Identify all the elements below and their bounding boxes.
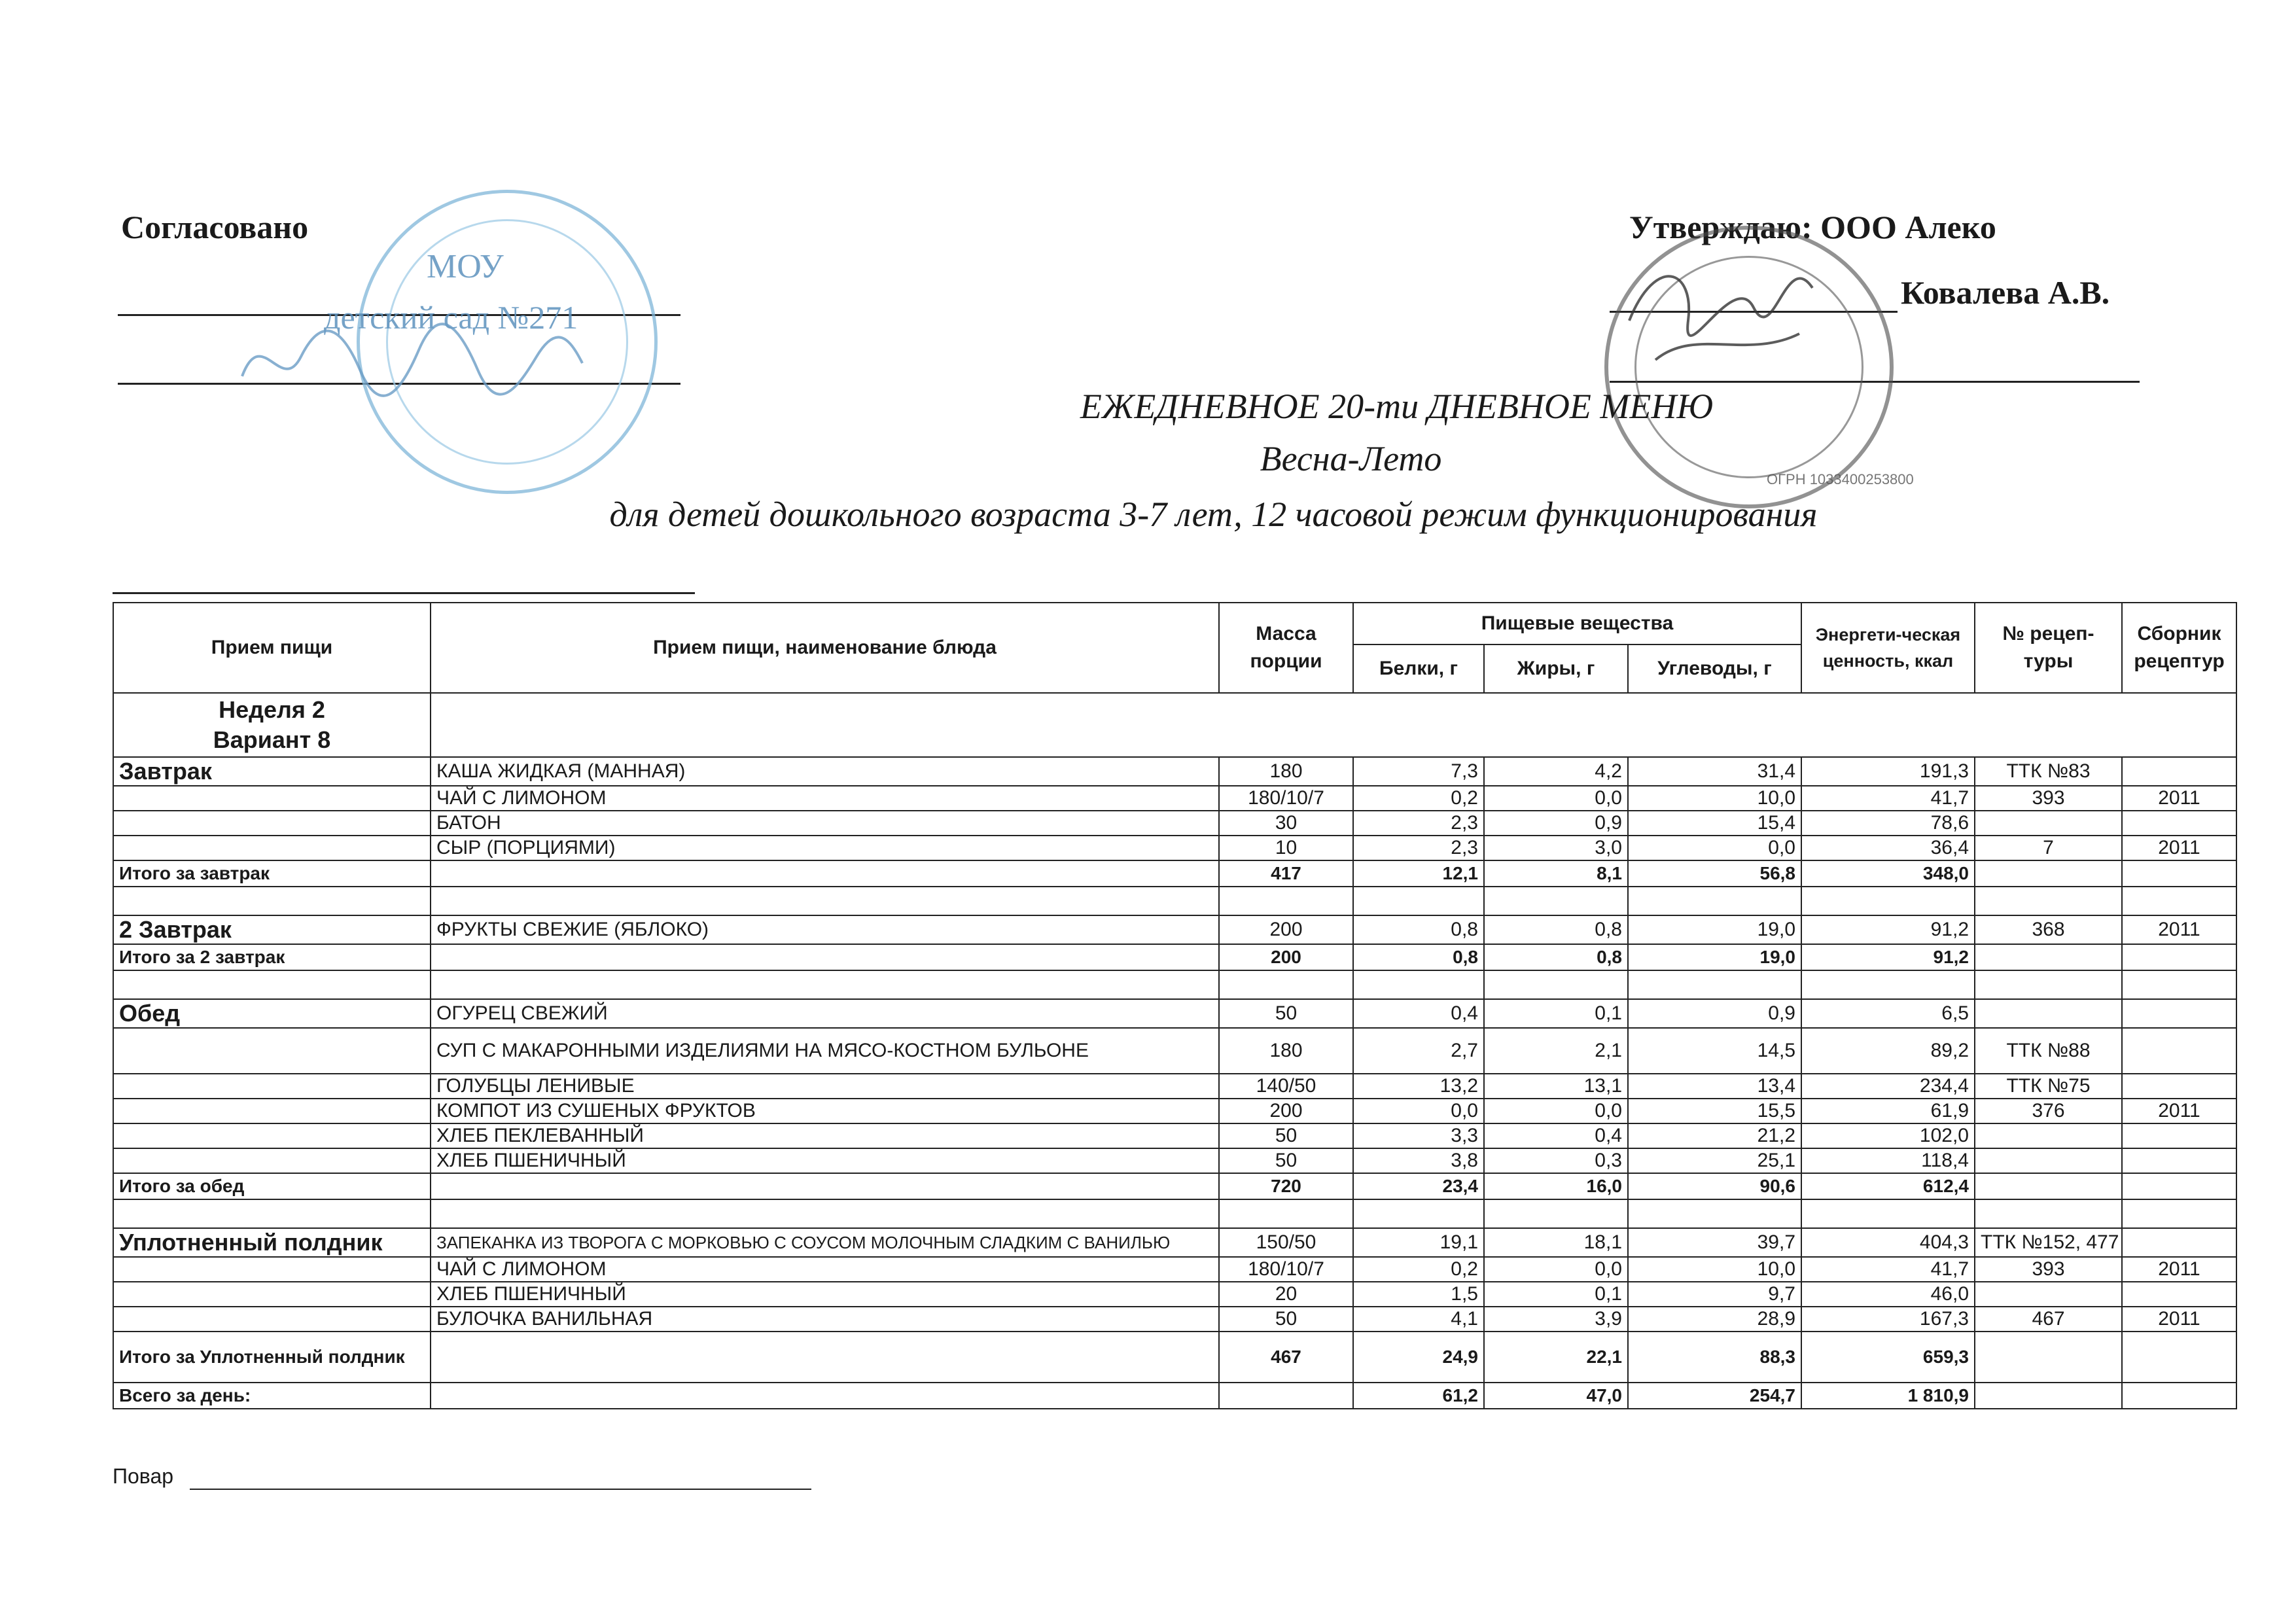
- cell-energy: 167,3: [1801, 1307, 1975, 1332]
- agreed-label: Согласовано: [121, 209, 309, 245]
- cell-collection: 2011: [2122, 1099, 2236, 1123]
- subtotal-empty: [2122, 1173, 2236, 1199]
- cell-collection: [2122, 1228, 2236, 1257]
- cell-protein: 0,4: [1353, 999, 1484, 1028]
- cell-carbs: 0,9: [1628, 999, 1801, 1028]
- week-row: [113, 693, 2236, 757]
- dish-name: КОМПОТ ИЗ СУШЕНЫХ ФРУКТОВ: [431, 1099, 1219, 1123]
- cell-fat: 3,9: [1484, 1307, 1628, 1332]
- cell-energy: 6,5: [1801, 999, 1975, 1028]
- subtotal-empty: [431, 860, 1219, 887]
- subtotal-energy: 659,3: [1801, 1332, 1975, 1383]
- cell-collection: [2122, 811, 2236, 836]
- header-collection: Сборник рецептур: [2122, 603, 2236, 693]
- day-total-empty: [431, 1383, 1219, 1409]
- subtotal-row: [113, 1173, 2236, 1199]
- spacer-cell: [2122, 887, 2236, 915]
- table-row: [113, 1228, 2236, 1257]
- table-row: [113, 1307, 2236, 1332]
- cell-protein: 0,0: [1353, 1099, 1484, 1123]
- cell-mass: 180: [1219, 1028, 1353, 1074]
- subtotal-carbs: 19,0: [1628, 944, 1801, 970]
- subtotal-carbs: 88,3: [1628, 1332, 1801, 1383]
- subtotal-mass: 467: [1219, 1332, 1353, 1383]
- subtotal-mass: 720: [1219, 1173, 1353, 1199]
- company-stamp-text: ОГРН 1033400253800: [1767, 471, 1914, 487]
- subtotal-fat: 16,0: [1484, 1173, 1628, 1199]
- meal-cell: [113, 1257, 431, 1282]
- spacer-cell: [1975, 970, 2122, 999]
- cell-energy: 61,9: [1801, 1099, 1975, 1123]
- cook-label: Повар: [113, 1464, 174, 1488]
- meal-cell: [113, 1028, 431, 1074]
- cell-protein: 3,3: [1353, 1123, 1484, 1148]
- table-row: [113, 1099, 2236, 1123]
- cell-fat: 0,8: [1484, 915, 1628, 944]
- spacer-cell: [1219, 970, 1353, 999]
- spacer-cell: [2122, 970, 2236, 999]
- stamp-text-org: МОУ: [427, 248, 504, 285]
- table-row: [113, 1028, 2236, 1074]
- cell-collection: [2122, 757, 2236, 786]
- spacer-cell: [1628, 970, 1801, 999]
- table-row: [113, 999, 2236, 1028]
- cell-energy: 89,2: [1801, 1028, 1975, 1074]
- spacer-cell: [431, 970, 1219, 999]
- day-total-label: Всего за день:: [113, 1383, 431, 1409]
- cell-fat: 0,0: [1484, 1257, 1628, 1282]
- subtotal-protein: 23,4: [1353, 1173, 1484, 1199]
- spacer-cell: [113, 1199, 431, 1228]
- subtotal-protein: 12,1: [1353, 860, 1484, 887]
- spacer-cell: [431, 1199, 1219, 1228]
- meal-cell: [113, 1074, 431, 1099]
- cell-carbs: 10,0: [1628, 1257, 1801, 1282]
- subtotal-row: [113, 944, 2236, 970]
- subtotal-row: [113, 1332, 2236, 1383]
- header-nutrients: Пищевые вещества: [1353, 603, 1801, 644]
- cell-carbs: 0,0: [1628, 836, 1801, 860]
- cell-collection: 2011: [2122, 915, 2236, 944]
- cell-collection: [2122, 1282, 2236, 1307]
- menu-table: [113, 602, 2237, 1409]
- cell-collection: [2122, 1028, 2236, 1074]
- dish-name: ОГУРЕЦ СВЕЖИЙ: [431, 999, 1219, 1028]
- spacer-cell: [1628, 887, 1801, 915]
- dish-name: БАТОН: [431, 811, 1219, 836]
- subtotal-empty: [1975, 1173, 2122, 1199]
- cell-recipe: 467: [1975, 1307, 2122, 1332]
- subtotal-empty: [1975, 1332, 2122, 1383]
- subtotal-energy: 612,4: [1801, 1173, 1975, 1199]
- spacer-cell: [1219, 1199, 1353, 1228]
- subtotal-protein: 0,8: [1353, 944, 1484, 970]
- dish-name: СУП С МАКАРОННЫМИ ИЗДЕЛИЯМИ НА МЯСО-КОСТНОМ БУЛЬОНЕ: [431, 1028, 1219, 1074]
- cell-carbs: 31,4: [1628, 757, 1801, 786]
- meal-cell: [113, 1282, 431, 1307]
- subtotal-energy: 348,0: [1801, 860, 1975, 887]
- season-title: Весна-Лето: [1260, 439, 1442, 478]
- cell-energy: 234,4: [1801, 1074, 1975, 1099]
- approver-name: Ковалева А.В.: [1901, 274, 2110, 311]
- cell-recipe: [1975, 1282, 2122, 1307]
- table-row: [113, 1074, 2236, 1099]
- spacer-cell: [1975, 1199, 2122, 1228]
- cell-fat: 0,9: [1484, 811, 1628, 836]
- cell-collection: [2122, 999, 2236, 1028]
- cell-fat: 0,0: [1484, 1099, 1628, 1123]
- cell-recipe: 368: [1975, 915, 2122, 944]
- meal-cell: [113, 786, 431, 811]
- cell-mass: 50: [1219, 999, 1353, 1028]
- spacer-cell: [1975, 887, 2122, 915]
- subtotal-mass: 417: [1219, 860, 1353, 887]
- meal-cell: Обед: [113, 999, 431, 1028]
- stamp-text-name: детский сад №271: [324, 299, 578, 336]
- cell-protein: 0,8: [1353, 915, 1484, 944]
- spacer-cell: [1219, 887, 1353, 915]
- cell-mass: 20: [1219, 1282, 1353, 1307]
- subtotal-protein: 24,9: [1353, 1332, 1484, 1383]
- dish-name: ХЛЕБ ПЕКЛЕВАННЫЙ: [431, 1123, 1219, 1148]
- subtotal-energy: 91,2: [1801, 944, 1975, 970]
- cell-carbs: 39,7: [1628, 1228, 1801, 1257]
- spacer-cell: [431, 887, 1219, 915]
- cell-fat: 2,1: [1484, 1028, 1628, 1074]
- day-total-protein: 61,2: [1353, 1383, 1484, 1409]
- spacer-cell: [113, 887, 431, 915]
- dish-name: ХЛЕБ ПШЕНИЧНЫЙ: [431, 1282, 1219, 1307]
- spacer-cell: [1801, 1199, 1975, 1228]
- cell-mass: 180/10/7: [1219, 1257, 1353, 1282]
- subtotal-empty: [2122, 860, 2236, 887]
- cell-collection: 2011: [2122, 1307, 2236, 1332]
- cell-protein: 0,2: [1353, 1257, 1484, 1282]
- cell-mass: 140/50: [1219, 1074, 1353, 1099]
- table-header: [113, 603, 2236, 693]
- table-row: [113, 1257, 2236, 1282]
- cell-fat: 0,1: [1484, 999, 1628, 1028]
- cell-fat: 13,1: [1484, 1074, 1628, 1099]
- day-total-empty: [1975, 1383, 2122, 1409]
- cell-mass: 200: [1219, 1099, 1353, 1123]
- cell-recipe: [1975, 811, 2122, 836]
- table-row: [113, 1123, 2236, 1148]
- cell-energy: 36,4: [1801, 836, 1975, 860]
- table-row: [113, 1148, 2236, 1173]
- header-recipe: № рецеп-туры: [1975, 603, 2122, 693]
- cell-recipe: ТТК №152, 477: [1975, 1228, 2122, 1257]
- table-row: [113, 786, 2236, 811]
- variant-label: Вариант 8: [213, 726, 331, 753]
- table-row: [113, 836, 2236, 860]
- subtotal-label: Итого за 2 завтрак: [113, 944, 431, 970]
- day-total-carbs: 254,7: [1628, 1383, 1801, 1409]
- cell-collection: 2011: [2122, 1257, 2236, 1282]
- cell-mass: 50: [1219, 1307, 1353, 1332]
- document-title: ЕЖЕДНЕВНОЕ 20-ти ДНЕВНОЕ МЕНЮ: [1080, 387, 1714, 426]
- week-cell: [113, 693, 431, 757]
- table-row: [113, 1282, 2236, 1307]
- subtotal-label: Итого за обед: [113, 1173, 431, 1199]
- spacer-cell: [1484, 1199, 1628, 1228]
- cell-fat: 18,1: [1484, 1228, 1628, 1257]
- header-mass: Масса порции: [1219, 603, 1353, 693]
- week-label: Неделя 2: [219, 696, 325, 723]
- day-total-empty: [2122, 1383, 2236, 1409]
- header-protein: Белки, г: [1353, 644, 1484, 693]
- subtotal-empty: [2122, 944, 2236, 970]
- subtotal-fat: 8,1: [1484, 860, 1628, 887]
- cell-carbs: 15,5: [1628, 1099, 1801, 1123]
- day-total-energy: 1 810,9: [1801, 1383, 1975, 1409]
- cell-mass: 50: [1219, 1148, 1353, 1173]
- cell-fat: 0,1: [1484, 1282, 1628, 1307]
- meal-cell: Завтрак: [113, 757, 431, 786]
- table-row: [113, 811, 2236, 836]
- subtotal-row: [113, 860, 2236, 887]
- spacer-cell: [1484, 887, 1628, 915]
- cell-carbs: 25,1: [1628, 1148, 1801, 1173]
- cell-collection: [2122, 1148, 2236, 1173]
- subtotal-label: Итого за Уплотненный полдник: [113, 1332, 431, 1383]
- meal-cell: [113, 811, 431, 836]
- subtotal-fat: 22,1: [1484, 1332, 1628, 1383]
- cell-energy: 102,0: [1801, 1123, 1975, 1148]
- cell-recipe: ТТК №75: [1975, 1074, 2122, 1099]
- cell-carbs: 10,0: [1628, 786, 1801, 811]
- spacer-cell: [1353, 970, 1484, 999]
- cook-signature-line: [190, 1489, 811, 1490]
- cell-collection: 2011: [2122, 786, 2236, 811]
- cell-recipe: ТТК №83: [1975, 757, 2122, 786]
- cell-carbs: 28,9: [1628, 1307, 1801, 1332]
- cell-mass: 180/10/7: [1219, 786, 1353, 811]
- cell-mass: 200: [1219, 915, 1353, 944]
- subtotal-empty: [2122, 1332, 2236, 1383]
- dish-name: БУЛОЧКА ВАНИЛЬНАЯ: [431, 1307, 1219, 1332]
- cell-energy: 91,2: [1801, 915, 1975, 944]
- cell-recipe: ТТК №88: [1975, 1028, 2122, 1074]
- cell-energy: 118,4: [1801, 1148, 1975, 1173]
- cell-protein: 2,7: [1353, 1028, 1484, 1074]
- cell-carbs: 19,0: [1628, 915, 1801, 944]
- cell-energy: 404,3: [1801, 1228, 1975, 1257]
- cell-energy: 78,6: [1801, 811, 1975, 836]
- cell-carbs: 13,4: [1628, 1074, 1801, 1099]
- day-total-row: [113, 1383, 2236, 1409]
- meal-cell: [113, 1307, 431, 1332]
- cell-protein: 2,3: [1353, 811, 1484, 836]
- cell-recipe: 393: [1975, 1257, 2122, 1282]
- cell-recipe: 7: [1975, 836, 2122, 860]
- spacer-cell: [1353, 887, 1484, 915]
- approve-label: Утверждаю: ООО Алеко: [1629, 209, 1996, 245]
- cell-collection: [2122, 1123, 2236, 1148]
- header-meal: Прием пищи: [113, 603, 431, 693]
- cell-protein: 4,1: [1353, 1307, 1484, 1332]
- cell-recipe: [1975, 1148, 2122, 1173]
- subtotal-carbs: 56,8: [1628, 860, 1801, 887]
- table-row: [113, 757, 2236, 786]
- meal-cell: [113, 1123, 431, 1148]
- cell-fat: 0,0: [1484, 786, 1628, 811]
- spacer-cell: [2122, 1199, 2236, 1228]
- cell-mass: 180: [1219, 757, 1353, 786]
- cell-carbs: 15,4: [1628, 811, 1801, 836]
- subtotal-empty: [1975, 944, 2122, 970]
- week-empty-cell: [431, 693, 2236, 757]
- header-fat: Жиры, г: [1484, 644, 1628, 693]
- cell-protein: 0,2: [1353, 786, 1484, 811]
- subtotal-empty: [431, 1173, 1219, 1199]
- day-total-empty: [1219, 1383, 1353, 1409]
- cell-carbs: 9,7: [1628, 1282, 1801, 1307]
- dish-name: КАША ЖИДКАЯ (МАННАЯ): [431, 757, 1219, 786]
- cell-protein: 7,3: [1353, 757, 1484, 786]
- cell-fat: 0,4: [1484, 1123, 1628, 1148]
- cell-mass: 10: [1219, 836, 1353, 860]
- cell-mass: 30: [1219, 811, 1353, 836]
- cell-carbs: 21,2: [1628, 1123, 1801, 1148]
- cell-fat: 4,2: [1484, 757, 1628, 786]
- spacer-cell: [1801, 970, 1975, 999]
- meal-cell: 2 Завтрак: [113, 915, 431, 944]
- cell-protein: 2,3: [1353, 836, 1484, 860]
- spacer-row: [113, 970, 2236, 999]
- dish-name: ЗАПЕКАНКА ИЗ ТВОРОГА С МОРКОВЬЮ С СОУСОМ МОЛОЧНЫМ СЛАДКИМ С ВАНИЛЬЮ: [431, 1228, 1219, 1257]
- subtotal-carbs: 90,6: [1628, 1173, 1801, 1199]
- meal-cell: Уплотненный полдник: [113, 1228, 431, 1257]
- table-row: [113, 915, 2236, 944]
- dish-name: ЧАЙ С ЛИМОНОМ: [431, 786, 1219, 811]
- meal-cell: [113, 1148, 431, 1173]
- cell-recipe: 376: [1975, 1099, 2122, 1123]
- spacer-row: [113, 1199, 2236, 1228]
- cell-fat: 3,0: [1484, 836, 1628, 860]
- spacer-cell: [1484, 970, 1628, 999]
- cell-collection: 2011: [2122, 836, 2236, 860]
- cell-energy: 41,7: [1801, 1257, 1975, 1282]
- table-body: [113, 693, 2236, 1409]
- subtotal-fat: 0,8: [1484, 944, 1628, 970]
- spacer-cell: [1801, 887, 1975, 915]
- dish-name: ЧАЙ С ЛИМОНОМ: [431, 1257, 1219, 1282]
- cell-carbs: 14,5: [1628, 1028, 1801, 1074]
- subtotal-label: Итого за завтрак: [113, 860, 431, 887]
- title-underline: [113, 592, 695, 594]
- spacer-cell: [113, 970, 431, 999]
- subtotal-empty: [431, 1332, 1219, 1383]
- cell-recipe: 393: [1975, 786, 2122, 811]
- cell-energy: 191,3: [1801, 757, 1975, 786]
- cell-protein: 3,8: [1353, 1148, 1484, 1173]
- cell-energy: 46,0: [1801, 1282, 1975, 1307]
- subtotal-mass: 200: [1219, 944, 1353, 970]
- dish-name: ХЛЕБ ПШЕНИЧНЫЙ: [431, 1148, 1219, 1173]
- cell-protein: 19,1: [1353, 1228, 1484, 1257]
- cell-fat: 0,3: [1484, 1148, 1628, 1173]
- meal-cell: [113, 1099, 431, 1123]
- dish-name: СЫР (ПОРЦИЯМИ): [431, 836, 1219, 860]
- header-carbs: Углеводы, г: [1628, 644, 1801, 693]
- cell-mass: 150/50: [1219, 1228, 1353, 1257]
- cell-recipe: [1975, 999, 2122, 1028]
- cell-collection: [2122, 1074, 2236, 1099]
- cell-energy: 41,7: [1801, 786, 1975, 811]
- audience-title: для детей дошкольного возраста 3-7 лет, 12 часовой режим функционирования: [609, 495, 1818, 534]
- cell-recipe: [1975, 1123, 2122, 1148]
- approver-signature: [1616, 229, 1832, 393]
- header-energy: Энергети-ческая ценность, ккал: [1801, 603, 1975, 693]
- spacer-cell: [1353, 1199, 1484, 1228]
- meal-cell: [113, 836, 431, 860]
- spacer-row: [113, 887, 2236, 915]
- header-dish: Прием пищи, наименование блюда: [431, 603, 1219, 693]
- cell-mass: 50: [1219, 1123, 1353, 1148]
- cell-protein: 1,5: [1353, 1282, 1484, 1307]
- dish-name: ГОЛУБЦЫ ЛЕНИВЫЕ: [431, 1074, 1219, 1099]
- cell-protein: 13,2: [1353, 1074, 1484, 1099]
- dish-name: ФРУКТЫ СВЕЖИЕ (ЯБЛОКО): [431, 915, 1219, 944]
- spacer-cell: [1628, 1199, 1801, 1228]
- subtotal-empty: [431, 944, 1219, 970]
- subtotal-empty: [1975, 860, 2122, 887]
- day-total-fat: 47,0: [1484, 1383, 1628, 1409]
